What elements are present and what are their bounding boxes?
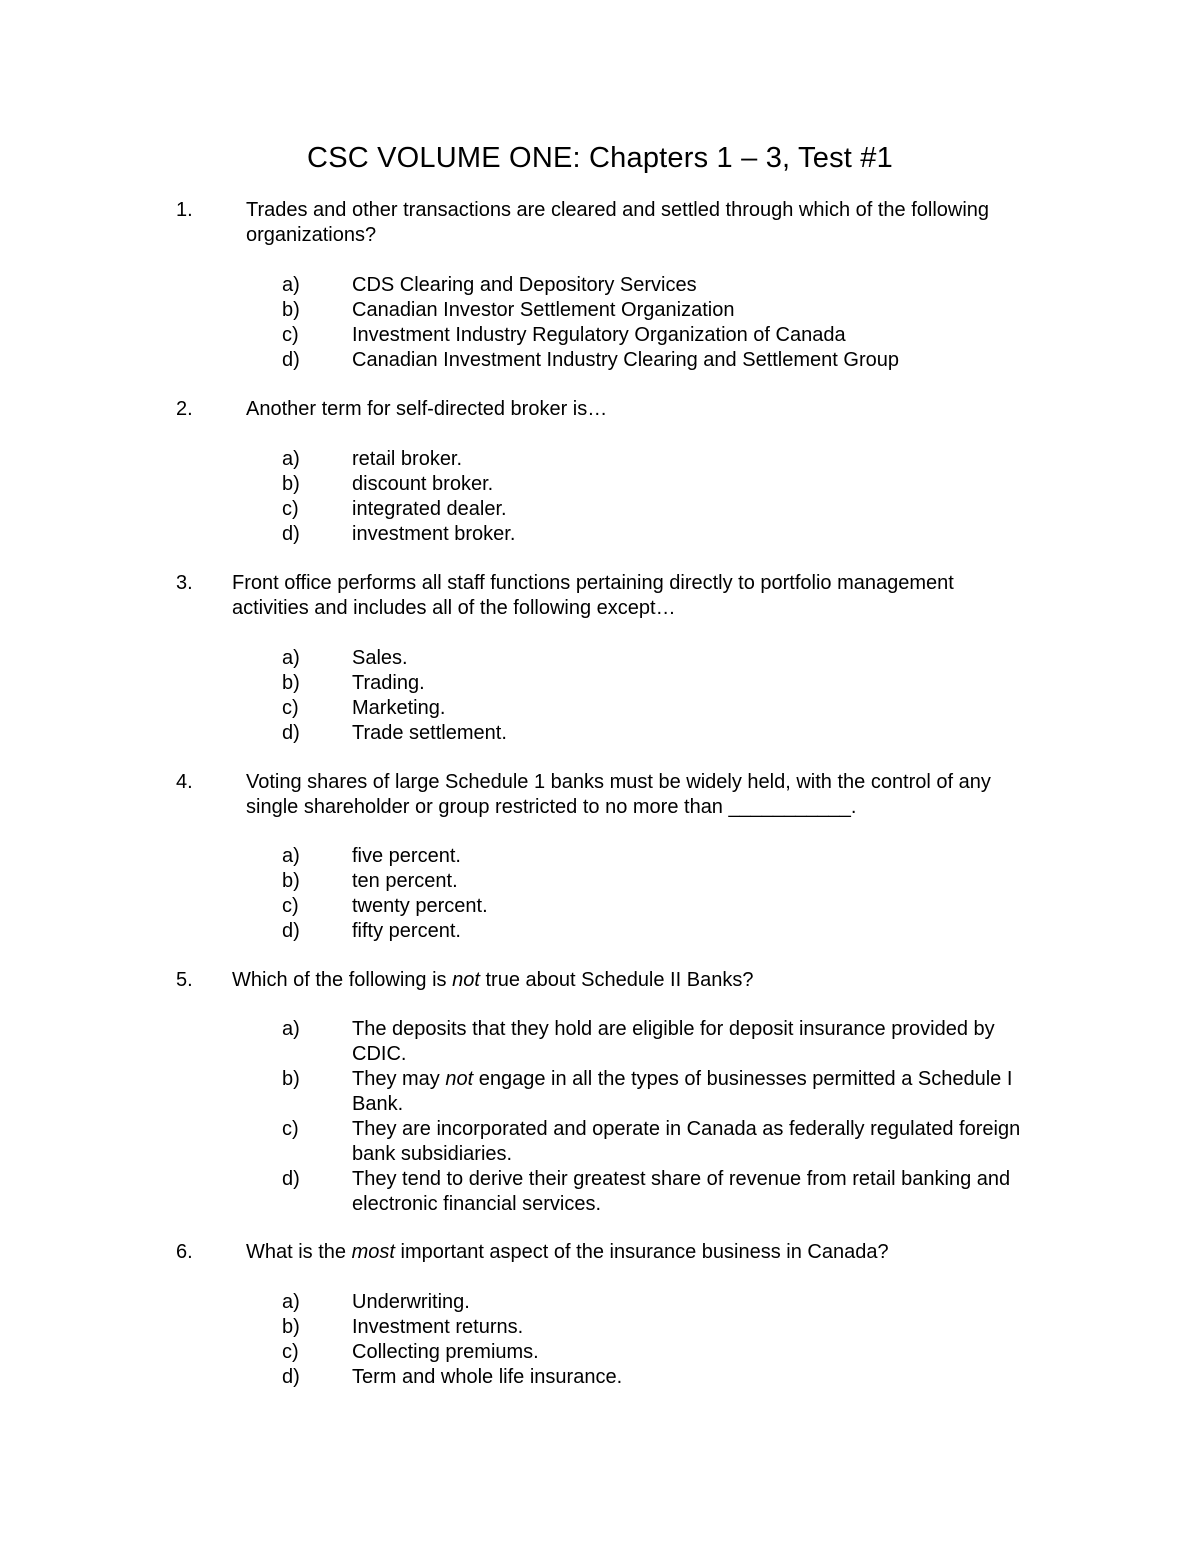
option-item: [0, 472, 1200, 497]
option-letter: b): [282, 870, 300, 892]
question-5-options: [0, 1017, 1200, 1217]
option-letter: c): [282, 498, 299, 520]
option-letter: a): [282, 647, 300, 669]
option-item: [0, 919, 1200, 944]
question-text: Trades and other transactions are cleared and settled through which of the following organizations?: [246, 199, 990, 246]
question-3-options: [0, 646, 1200, 746]
question-number: 2.: [176, 398, 193, 420]
option-letter: c): [282, 324, 299, 346]
option-letter: b): [282, 1316, 300, 1338]
option-letter: d): [282, 1168, 300, 1190]
option-item: [0, 696, 1200, 721]
question-text-end: true about Schedule II Banks?: [479, 969, 754, 991]
option-letter: d): [282, 920, 300, 942]
option-text: fifty percent.: [352, 920, 461, 942]
question-text: Another term for self-directed broker is…: [246, 398, 608, 420]
question-text-emphasis: most: [351, 1241, 395, 1263]
option-letter: b): [282, 672, 300, 694]
option-letter: d): [282, 349, 300, 371]
option-text: They are incorporated and operate in Canada as federally regulated foreign bank subsidiaries.: [352, 1118, 1021, 1165]
option-text: Collecting premiums.: [352, 1341, 539, 1363]
option-letter: b): [282, 473, 300, 495]
option-text-end: engage in all the types of businesses permitted a Schedule I Bank.: [352, 1068, 1013, 1115]
question-1-options: [0, 273, 1200, 373]
option-item: [0, 869, 1200, 894]
option-letter: d): [282, 523, 300, 545]
question-number: 1.: [176, 199, 193, 221]
option-text: Sales.: [352, 647, 408, 669]
option-text: Trade settlement.: [352, 722, 507, 744]
option-text: Canadian Investment Industry Clearing and Settlement Group: [352, 349, 899, 371]
option-text: ten percent.: [352, 870, 458, 892]
option-item: [0, 447, 1200, 472]
question-text: [232, 968, 1032, 993]
option-letter: a): [282, 1291, 300, 1313]
option-item: [0, 497, 1200, 522]
page-title: CSC VOLUME ONE: Chapters 1 – 3, Test #1: [307, 142, 893, 174]
option-letter: c): [282, 1341, 299, 1363]
option-item: [0, 298, 1200, 323]
question-number: 4.: [176, 771, 193, 793]
option-text: Canadian Investor Settlement Organization: [352, 299, 735, 321]
question-text-start: What is the: [246, 1241, 352, 1263]
option-letter: d): [282, 1366, 300, 1388]
option-letter: d): [282, 722, 300, 744]
question-text-start: Which of the following is: [232, 969, 453, 991]
option-letter: b): [282, 299, 300, 321]
option-item: [0, 323, 1200, 348]
question-6-options: [0, 1290, 1200, 1390]
option-item: [0, 1315, 1200, 1340]
option-item: [0, 646, 1200, 671]
option-letter: c): [282, 697, 299, 719]
option-item: [0, 721, 1200, 746]
option-letter: a): [282, 1018, 300, 1040]
option-item: [0, 522, 1200, 547]
option-item: [0, 273, 1200, 298]
option-item: [0, 1167, 1200, 1217]
option-text: Term and whole life insurance.: [352, 1366, 623, 1388]
option-text: They tend to derive their greatest share of revenue from retail banking and electronic financial services.: [352, 1168, 1011, 1215]
option-text-start: They may: [352, 1068, 446, 1090]
question-text: [246, 1240, 1026, 1265]
option-text: retail broker.: [352, 448, 463, 470]
option-text: Trading.: [352, 672, 425, 694]
option-text: Investment returns.: [352, 1316, 524, 1338]
option-item: [0, 844, 1200, 869]
question-text-emphasis: not: [452, 969, 480, 991]
option-item: [0, 894, 1200, 919]
option-item: [0, 1290, 1200, 1315]
option-text: investment broker.: [352, 523, 516, 545]
question-2-options: [0, 447, 1200, 547]
option-item: [0, 1117, 1200, 1167]
option-letter: a): [282, 448, 300, 470]
question-text-end: important aspect of the insurance business in Canada?: [394, 1241, 889, 1263]
option-text: Marketing.: [352, 697, 446, 719]
option-text: discount broker.: [352, 473, 494, 495]
option-letter: c): [282, 1118, 299, 1140]
option-text: Investment Industry Regulatory Organization of Canada: [352, 324, 846, 346]
option-text: five percent.: [352, 845, 461, 867]
option-text: [352, 1067, 1032, 1117]
option-item: [0, 1365, 1200, 1390]
option-text: Underwriting.: [352, 1291, 470, 1313]
question-4-options: [0, 844, 1200, 944]
option-text: twenty percent.: [352, 895, 488, 917]
option-item: [0, 348, 1200, 373]
option-item: [0, 671, 1200, 696]
option-item: [0, 1017, 1200, 1067]
question-number: 3.: [176, 572, 193, 594]
option-letter: a): [282, 274, 300, 296]
question-number: 6.: [176, 1241, 193, 1263]
option-item: [0, 1340, 1200, 1365]
option-letter: c): [282, 895, 299, 917]
option-text: CDS Clearing and Depository Services: [352, 274, 697, 296]
question-text: Front office performs all staff functions pertaining directly to portfolio management activities and includes all of the following except…: [232, 572, 954, 619]
question-text: Voting shares of large Schedule 1 banks must be widely held, with the control of any single shareholder or group restricted to no more than ___________.: [246, 771, 991, 818]
option-text-emphasis: not: [445, 1068, 474, 1090]
option-text: The deposits that they hold are eligible for deposit insurance provided by CDIC.: [352, 1018, 995, 1065]
option-text: integrated dealer.: [352, 498, 507, 520]
option-item: [0, 1067, 1200, 1117]
option-letter: b): [282, 1068, 300, 1090]
question-number: 5.: [176, 969, 193, 991]
option-letter: a): [282, 845, 300, 867]
